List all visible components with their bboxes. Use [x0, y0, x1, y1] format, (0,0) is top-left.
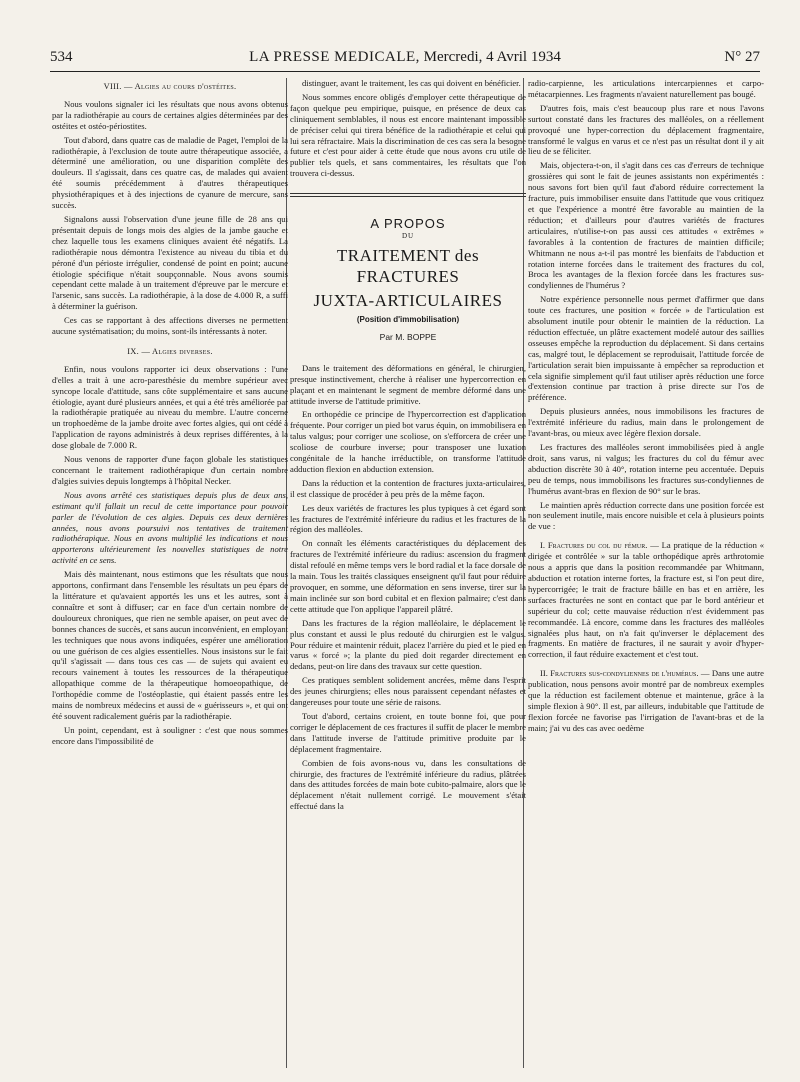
paragraph	[528, 540, 764, 660]
paragraph: Les fractures des malléoles seront immobilisées pied à angle droit, sans varus, ni valgus; les fractures du col du fémur avec abduction discrète 30 à 40°, rotation interne peu accentuée. Depuis peu de temps, nous immobilisons les fractures sus-condyliennes de l'humérus avant-bras en flexion de 90° sur le bras.	[528, 442, 764, 496]
paragraph: Dans le traitement des déformations en général, le chirurgien, presque instinctivement, cherche à réaliser une hypercorrection en plaçant et en maintenant le segment de membre déformé dans une attitude inverse de l'attitude primitive.	[290, 362, 526, 406]
paragraph: radio-carpienne, les articulations intercarpiennes et carpo-métacarpiennes. Les fragments n'avaient naturellement pas bougé.	[528, 78, 764, 99]
section-heading: VIII. — Algies au cours d'ostéites.	[103, 82, 237, 91]
paragraph: Le maintien après réduction correcte dans une position forcée est non seulement inutile, mais encore nuisible et cela à plusieurs points de vue :	[528, 499, 764, 532]
paragraph: distinguer, avant le traitement, les cas qui doivent en bénéficier.	[302, 78, 521, 88]
column-1	[52, 78, 288, 747]
article-rule	[290, 196, 526, 197]
page-number: 534	[50, 48, 73, 65]
subsection-heading: I. Fractures du col du fémur.	[540, 540, 648, 551]
paragraph-text: — La pratique de la réduction « dirigée et contrôlée » sur la table orthopédique après arthrotomie nous a appris que dans la position recommandée par Whitmann, abduction et rotation interne fortes, la fracture est, si l'on peut dire, hypercorrigée; le trait de fracture bâille en bas et en arrière, les surfaces fracturées ne sont en contact que par le bord antérieur et supérieur du col; cette mauvaise réduction n'est évidemment pas recommandée. Là encore, comme dans les fractures des malléoles signalées plus haut, on n'a fait qu'inverser le déplacement des fragments. En matière de fractures, il ne saurait y avoir d'hyper-correction, il faut réduire exactement et c'est tout.	[528, 540, 764, 660]
paragraph: Nous sommes encore obligés d'employer cette thérapeutique de façon quelque peu empirique, puisque, en présence de deux cas cliniquement semblables, il nous est encore maintenant impossible de préciser celui qui tirera bénéfice de la radiothérapie et celui qui lui sera réfractaire. Mais la discrimination de ces cas sera la besogne future et c'est pour aider à cette étude que nous avons cru utile de publier tels quels, et sans commentaires, les résultats que l'on trouvera ci-dessus.	[290, 91, 526, 179]
subsection-heading: II. Fractures sus-condyliennes de l'humérus.	[540, 668, 699, 679]
paragraph: D'autres fois, mais c'est beaucoup plus rare et nous l'avons surtout constaté dans les fractures des malléoles, on a réellement provoqué une hyper-correction du déplacement fragmentaire, transformé le valgus en varus et ce n'est pas un résultat dont il y ait lieu de se féliciter.	[528, 102, 764, 157]
article-rule	[290, 193, 526, 194]
page-header	[50, 46, 760, 68]
paragraph: Ces cas se rapportant à des affections diverses ne permettent aucune systématisation; du moins, sont-ils intéressants à noter.	[52, 315, 288, 337]
article-connector: DU	[401, 232, 415, 241]
paragraph-text: — Dans une autre publication, nous pensons avoir montré par de nombreux exemples que la réduction est facilement obtenue et maintenue, grâce à la simple flexion à 90°. Il est, par ailleurs, indubitable que l'attitude de flexion forcée ne favorise pas l'irrigation de l'avant-bras et de la main; j'ai vu des cas avec oedème	[528, 668, 764, 733]
paragraph: Dans les fractures de la région malléolaire, le déplacement le plus constant et aussi le plus redouté du chirurgien est le valgus. Pour réduire et maintenir réduit, placez l'arrière du pied et le pied en varus « forcé »; la plante du pied doit regarder directement en dedans, peut-on lire dans des travaux sur cette question.	[290, 617, 526, 672]
paragraph: Tout d'abord, dans quatre cas de maladie de Paget, l'emploi de la radiothérapie, à l'exclusion de toute autre thérapeutique associée, a déterminé une amélioration, ou une disparition complète des douleurs. Il s'agissait, dans ces quatre cas, de malades qui avaient été soumis précédemment à d'autres thérapeutiques physiothérapiques et à des injections de cyanure de mercure, sans succès.	[52, 134, 288, 211]
article-heading	[290, 216, 526, 343]
section-heading: IX. — Algies diverses.	[127, 346, 213, 356]
paragraph: Mais dès maintenant, nous estimons que les résultats que nous apportons, confirmant dans l'ensemble les résultats un peu épars de la littérature et qu'avaient apportés les uns et les autres, sont à connaître et sont à diffuser; car en face d'un certain nombre de douloureux chroniques, que rien ne semble apaiser, on peut avec de bonnes chances de succès, et sans aucun inconvénient, en employant les techniques que nous avons indiquées, espérer une amélioration ou une guérison de ces algies essentielles. Nous insistons sur le fait qu'il s'agissait — dans tous ces cas — de sujets qui avaient eu recours vainement à toutes les ressources de la thérapeutique allopathique comme de la thérapeutique homoeopathique, de l'orthopédie comme de l'ostéoplastie, qui étaient passés entre les mains de nombreux médecins et aussi de « guérisseurs », et qui ont été souvent radicalement guéris par la radiothérapie.	[52, 569, 289, 721]
journal-title	[110, 49, 700, 66]
paragraph: Ces pratiques semblent solidement ancrées, même dans l'esprit des jeunes chirurgiens; elles nous paraissent cependant néfastes et dangereuses pour toute une série de raisons.	[290, 675, 526, 708]
paragraph: Enfin, nous voulons rapporter ici deux observations : l'une d'elles a trait à une acro-paresthésie du membre supérieur avec syncope locale d'attitude, sans côte supplémentaire et sans aucune étiologie, ayant duré plusieurs années, et qui a été très améliorée par la radiothérapie pratiquée au niveau du membre. L'autre concerne un trophoedème de la jambe droite avec fortes algies, qui ont cédé à l'application de rayons administrés à deux reprises différentes, à la dose globale de 7.000 R.	[52, 363, 288, 451]
paragraph: Tout d'abord, certains croient, en toute bonne foi, que pour corriger le déplacement de ces fractures il suffit de placer le membre dans l'attitude inverse de l'attitude primitive produite par le déplacement fragmentaire.	[290, 710, 526, 754]
column-3	[528, 78, 764, 734]
paragraph: Nous voulons signaler ici les résultats que nous avons obtenus par la radiothérapie au cours de certaines algies déterminées par des ostéites et ostéo-périostites.	[52, 98, 288, 131]
paragraph: On connaît les éléments caractéristiques du déplacement des fractures de l'extrémité inférieure du radius: ascension du fragment distal refoulé en même temps vers le bord radial et la face dorsale de la main. Tous les traités classiques enseignent qu'il faut pour réduire provoquer, en somme, une déformation en sens inverse, tirer sur la main inclinée sur son bord cubital et en flexion palmaire; c'est dans cette attitude que l'on applique l'appareil plâtré.	[290, 538, 526, 614]
header-rule	[50, 71, 760, 72]
issue-date: Mercredi, 4 Avril 1934	[423, 48, 561, 65]
journal-name: LA PRESSE MEDICALE,	[249, 48, 420, 65]
article-kicker: A PROPOS	[370, 216, 446, 232]
issue-number: N° 27	[724, 48, 760, 65]
article-subtitle: (Position d'immobilisation)	[356, 314, 460, 324]
article-title-line-1: TRAITEMENT des FRACTURES	[336, 245, 480, 286]
paragraph: Nous avons arrêté ces statistiques depuis plus de deux ans, estimant qu'il fallait un recul de cette importance pour pouvoir parler de l'évolution de ces algies. Depuis ces deux dernières années, nous avons poursuivi nos tentatives de traitement radiothérapique. Nous en avons multiplié les indications et nous apporterons ultérieurement les nouvelles statistiques de notre activité en ce sens.	[52, 489, 288, 566]
paragraph: Notre expérience personnelle nous permet d'affirmer que dans toute ces fractures, une position « forcée » de l'articulation est absolument inutile pour obtenir le maintien de la réduction. La réduction effectuée, un plâtre exactement modelé autour des saillies osseuses empêche la reproduction du déplacement. Si dans certains cas, malgré tout, le déplacement se reproduisait, l'attitude forcée de l'articulation serait bien impuissante à empêcher sa reproduction et cela signifie simplement qu'il faut utiliser après réduction une force d'extension continue par traction à prise directe sur l'os de préférence.	[528, 294, 764, 403]
paragraph: Nous venons de rapporter d'une façon globale les statistiques concernant le traitement radiothérapique d'un certain nombre d'algies suivies depuis longtemps à l'hôpital Necker.	[52, 454, 288, 486]
column-2	[290, 78, 526, 812]
paragraph	[528, 668, 764, 733]
paragraph: Les deux variétés de fractures les plus typiques à cet égard sont les fractures de l'extrémité inférieure du radius et les fractures de la région des malléoles.	[290, 502, 526, 535]
paragraph: Signalons aussi l'observation d'une jeune fille de 28 ans qui présentait depuis de longs mois des algies de la jambe gauche et chez laquelle tous les examens cliniques avaient été négatifs. La radiothérapie nous démontra l'existence au niveau du tibia et du péroné d'un périoste irrégulier, condensé de point en point; aucune étiologie spécifique n'était soupçonnable. Nous avons soumis cependant cette malade à un traitement d'épreuve par le mercure et l'arsenic, sans succès. La radiothérapie, à la dose de 4.000 R, a suffi à déterminer la guérison.	[52, 213, 288, 312]
article-byline: Par M. BOPPE	[379, 331, 437, 342]
paragraph: Mais, objectera-t-on, il s'agit dans ces cas d'erreurs de technique grossières qui sont le fait de jeunes assistants non expérimentés : nous savons fort bien qu'il faut d'abord réduire correctement la fracture, puis immobiliser ensuite dans l'attitude que vous critiquez et que l'expérience a montré être favorable au maintien de la réduction; et d'ailleurs pour d'autres variétés de fractures articulaires, n'utilise-t-on pas aussi ces attitudes « extrêmes » favorables à la contention de fractures de maintien difficile; Whitmann ne nous a-t-il pas montré les bienfaits de l'abduction et rotation interne forcées dans le traitement des fractures du col, Broca les avantages de la flexion forcée dans les fractures sus-condyliennes de l'humérus ?	[528, 160, 764, 291]
paragraph: Combien de fois avons-nous vu, dans les consultations de chirurgie, des fractures de l'extrémité inférieure du radius, plâtrées dans des attitudes forcées de main bote cubito-palmaire, alors que le déplacement n'était nullement corrigé. Le mouvement s'était effectué dans la	[290, 757, 526, 812]
paragraph: Depuis plusieurs années, nous immobilisons les fractures de l'extrémité inférieure du radius, main dans le prolongement de l'avant-bras, ou mieux avec légère flexion dorsale.	[528, 406, 764, 439]
paragraph: Dans la réduction et la contention de fractures juxta-articulaires, il est classique de procéder à peu près de la même façon.	[290, 477, 526, 499]
paragraph: Un point, cependant, est à souligner : c'est que nous sommes encore dans l'impossibilité de	[52, 724, 288, 746]
paragraph: En orthopédie ce principe de l'hypercorrection est d'application fréquente. Pour corriger un pied bot varus équin, on immobilisera en talus valgus; pour corriger une scoliose, on s'efforcera de créer une scoliose de courbure inverse; pour transposer une luxation congénitale de la hanche irréductible, on transforme l'attitude adduction flexion en abduction extension.	[290, 409, 526, 474]
article-title-line-2: JUXTA-ARTICULAIRES	[313, 290, 503, 310]
